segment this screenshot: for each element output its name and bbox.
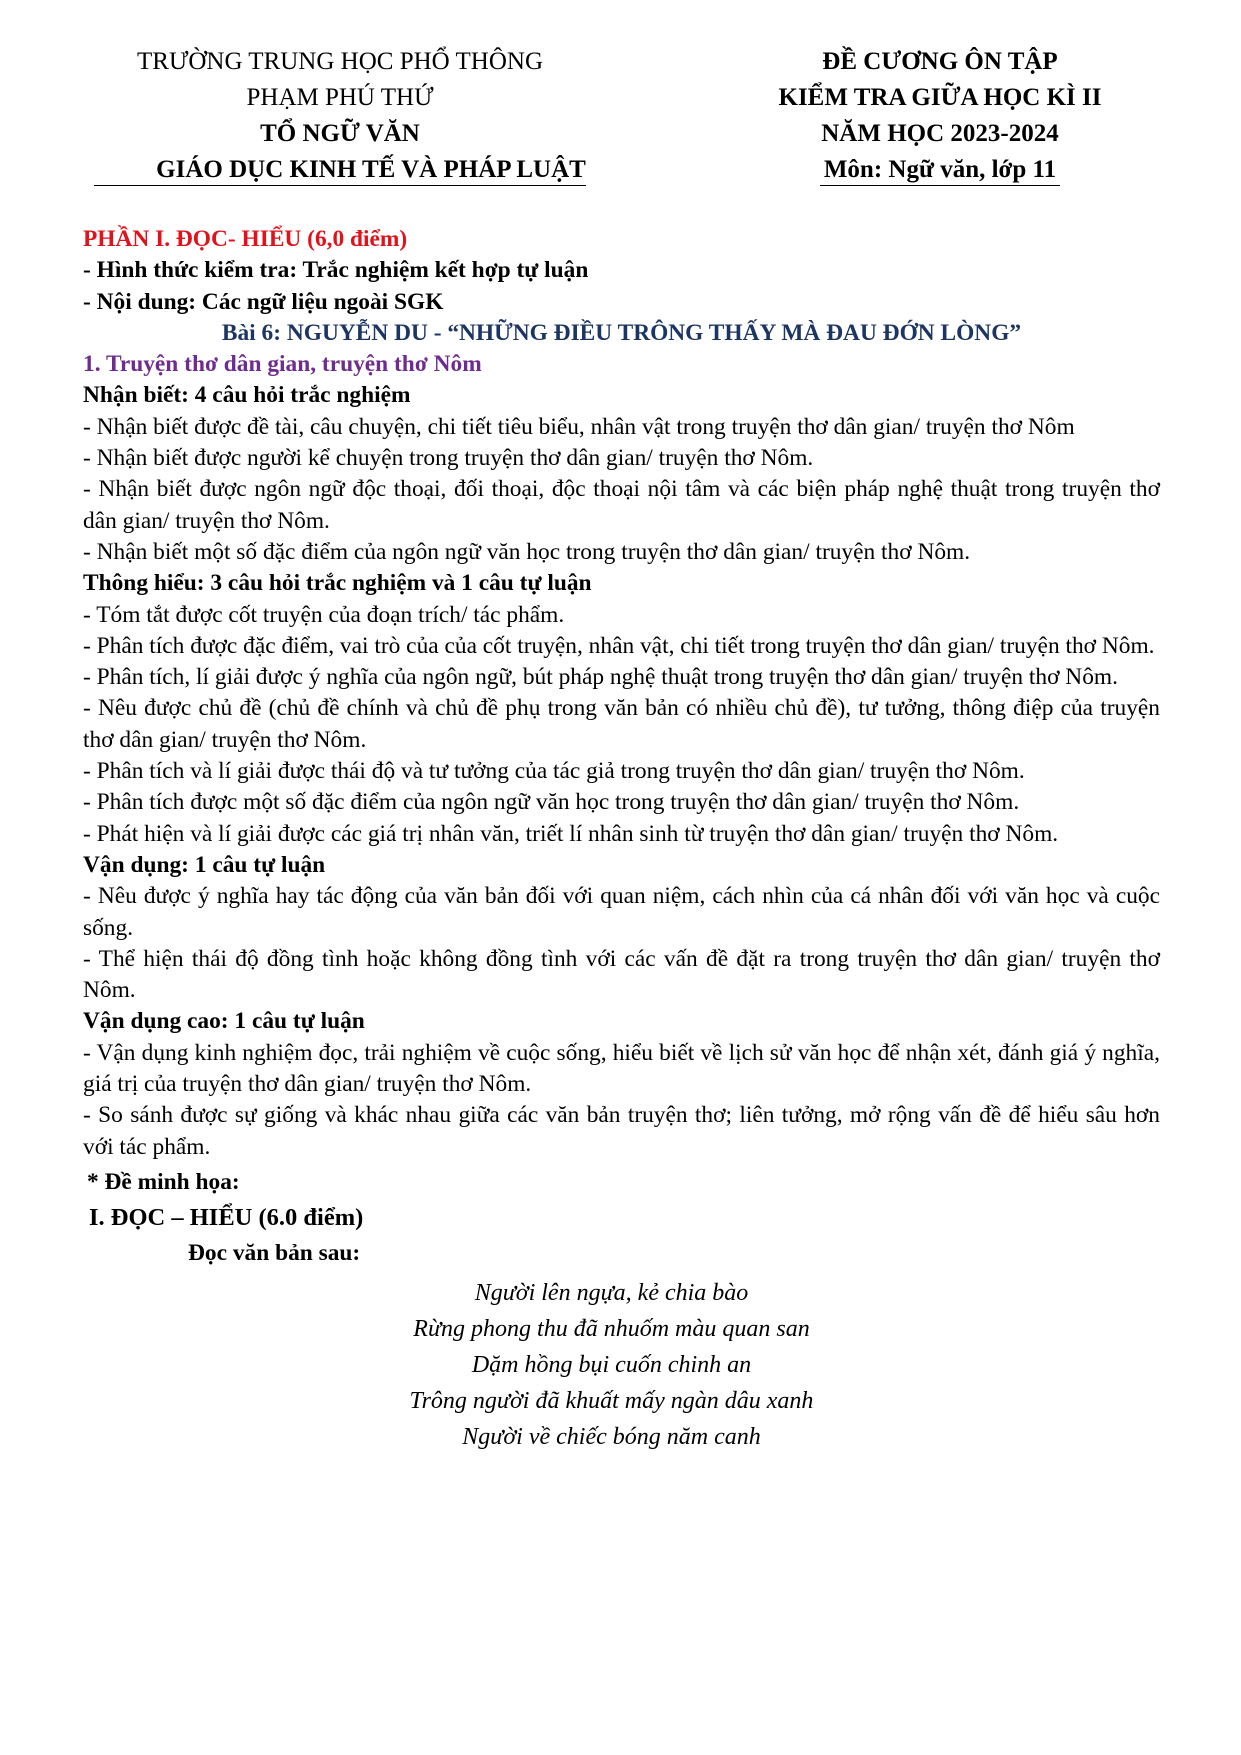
document-header	[60, 44, 1181, 194]
apply-title-rest: : 1 câu tự luận	[181, 851, 326, 878]
outline-title: ĐỀ CƯƠNG ÔN TẬP	[822, 48, 1058, 75]
list-item: - Nêu được chủ đề (chủ đề chính và chủ đề phụ trong văn bản có nhiều chủ đề), tư tưởng, thông điệp của truyện thơ dân gian/ truyện thơ Nôm.	[83, 695, 1160, 753]
poem-line: Rừng phong thu đã nhuốm màu quan san	[413, 1315, 810, 1342]
apply-title	[83, 850, 1160, 881]
list-item: - Phân tích, lí giải được ý nghĩa của ngôn ngữ, bút pháp nghệ thuật trong truyện thơ dân gian/ truyện thơ Nôm.	[83, 664, 1118, 691]
poem-line: Trông người đã khuất mấy ngàn dâu xanh	[409, 1387, 814, 1414]
list-item: - Nhận biết được người kể chuyện trong truyện thơ dân gian/ truyện thơ Nôm.	[83, 445, 814, 472]
poem	[83, 1275, 1160, 1455]
document-body	[83, 224, 1160, 1455]
list-item: - Phân tích được một số đặc điểm của ngôn ngữ văn học trong truyện thơ dân gian/ truyện thơ Nôm.	[83, 789, 1020, 816]
list-item: - Phân tích được đặc điểm, vai trò của của cốt truyện, nhân vật, chi tiết trong truyện thơ dân gian/ truyện thơ Nôm.	[83, 632, 1155, 659]
sample-part-title: I. ĐỌC – HIỂU (6.0 điểm)	[89, 1204, 364, 1232]
school-info	[60, 44, 620, 188]
recognize-title: Nhận biết: 4 câu hỏi trắc nghiệm	[83, 382, 411, 409]
school-name-line2: PHẠM PHÚ THỨ	[246, 84, 434, 111]
list-item: - Phân tích và lí giải được thái độ và tư tưởng của tác giả trong truyện thơ dân gian/ truyện thơ Nôm.	[83, 758, 1025, 785]
list-item: - Nhận biết được đề tài, câu chuyện, chi tiết tiêu biểu, nhân vật trong truyện thơ dân gian/ truyện thơ Nôm	[83, 413, 1075, 440]
exam-content: - Nội dung: Các ngữ liệu ngoài SGK	[83, 288, 444, 315]
subject-grade: Môn: Ngữ văn, lớp 11	[820, 155, 1060, 186]
section-title: 1. Truyện thơ dân gian, truyện thơ Nôm	[83, 351, 482, 378]
exam-title: KIỂM TRA GIỮA HỌC KÌ II	[778, 84, 1102, 111]
sample-instruction: Đọc văn bản sau:	[188, 1239, 361, 1266]
list-item: - Vận dụng kinh nghiệm đọc, trải nghiệm về cuộc sống, hiểu biết về lịch sử văn học để nhận xét, đánh giá ý nghĩa, giá trị của truyện thơ dân gian/ truyện thơ Nôm.	[83, 1039, 1160, 1098]
poem-line: Người về chiếc bóng năm canh	[462, 1423, 761, 1450]
list-item: - Tóm tắt được cốt truyện của đoạn trích/ tác phẩm.	[83, 601, 565, 628]
list-item: - So sánh được sự giống và khác nhau giữa các văn bản truyện thơ; liên tưởng, mở rộng vấn đề để hiểu sâu hơn với tác phẩm.	[83, 1102, 1160, 1160]
list-item: - Nhận biết một số đặc điểm của ngôn ngữ văn học trong truyện thơ dân gian/ truyện thơ Nôm.	[83, 538, 971, 565]
exam-info	[750, 44, 1130, 188]
school-name-line1: TRƯỜNG TRUNG HỌC PHỔ THÔNG	[137, 48, 543, 75]
list-item: - Nêu được ý nghĩa hay tác động của văn bản đối với quan niệm, cách nhìn của cá nhân đối với văn học và cuộc sống.	[83, 883, 1160, 941]
list-item: - Nhận biết được ngôn ngữ độc thoại, đối thoại, độc thoại nội tâm và các biện pháp nghệ thuật trong truyện thơ dân gian/ truyện thơ Nôm.	[83, 476, 1160, 534]
part1-title: PHẦN I. ĐỌC- HIỂU (6,0 điểm)	[83, 226, 408, 252]
poem-line: Dặm hồng bụi cuốn chinh an	[471, 1351, 752, 1378]
exam-form: - Hình thức kiểm tra: Trắc nghiệm kết hợp tự luận	[83, 257, 589, 284]
list-item: - Phát hiện và lí giải được các giá trị nhân văn, triết lí nhân sinh từ truyện thơ dân gian/ truyện thơ Nôm.	[83, 820, 1059, 847]
school-year: NĂM HỌC 2023-2024	[821, 120, 1059, 147]
department-subject: GIÁO DỤC KINH TẾ VÀ PHÁP LUẬT	[94, 155, 586, 186]
department-name: TỔ NGỮ VĂN	[260, 120, 420, 147]
advanced-title: Vận dụng cao: 1 câu tự luận	[83, 1008, 365, 1035]
lesson-title: Bài 6: NGUYỄN DU - “NHỮNG ĐIỀU TRÔNG THẤY MÀ ĐAU ĐỚN LÒNG”	[221, 319, 1022, 346]
poem-line: Người lên ngựa, kẻ chia bào	[474, 1279, 749, 1306]
apply-title-main: Vận dụng	[83, 851, 182, 878]
understand-title: Thông hiểu: 3 câu hỏi trắc nghiệm và 1 câu tự luận	[83, 570, 592, 597]
sample-heading: * Đề minh họa:	[87, 1168, 240, 1195]
list-item: - Thể hiện thái độ đồng tình hoặc không đồng tình với các vấn đề đặt ra trong truyện thơ dân gian/ truyện thơ Nôm.	[83, 945, 1160, 1004]
